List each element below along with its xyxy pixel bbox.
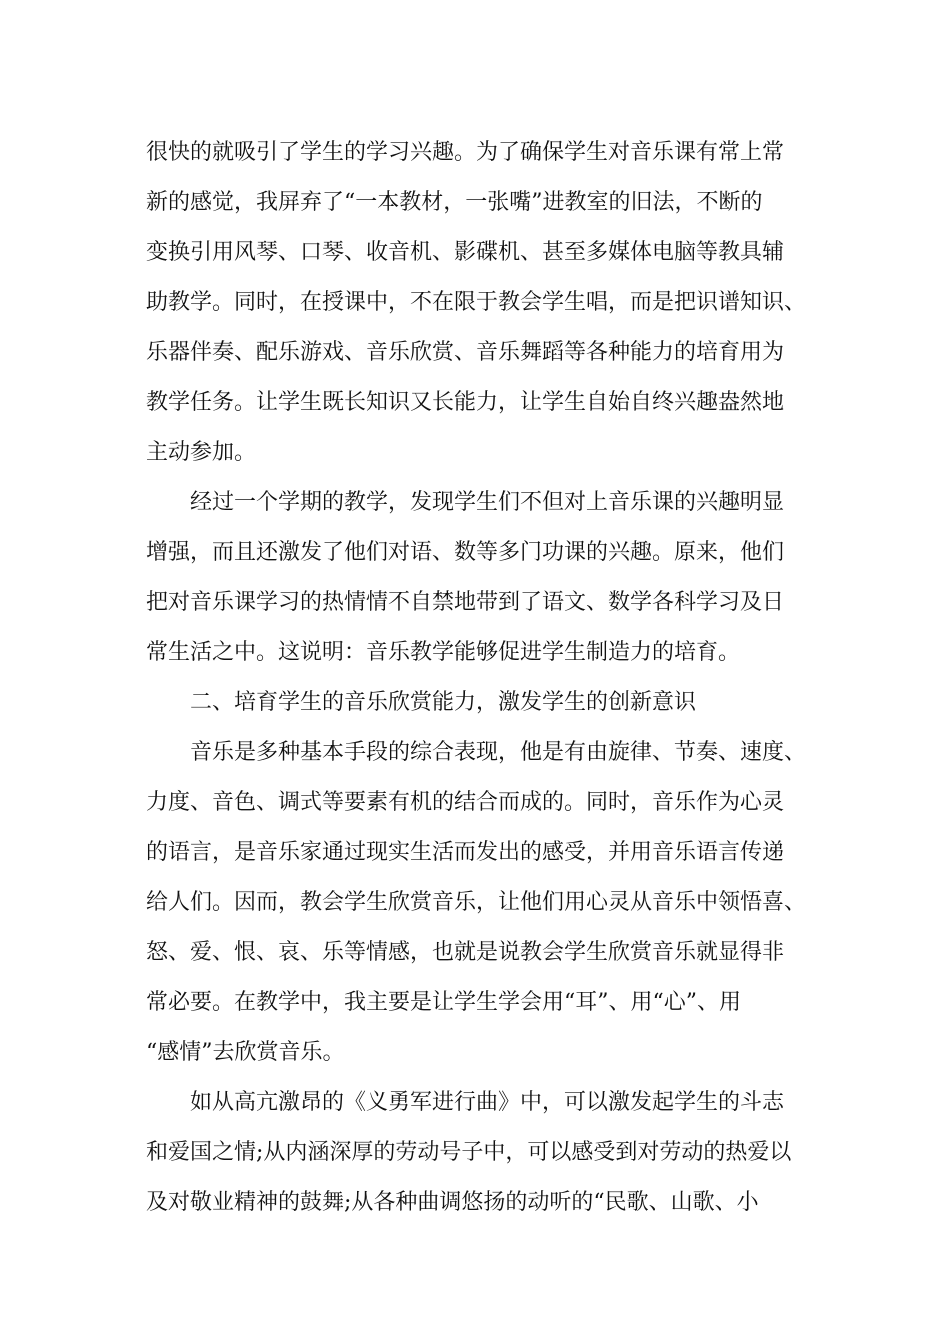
text-line: 常必要。在教学中，我主要是让学生学会用“耳”、用“心”、用 — [146, 990, 741, 1015]
paragraph-start-line: 音乐是多种基本手段的综合表现，他是有由旋律、节奏、速度、 — [190, 740, 807, 765]
paragraph-start-line: 如从高亢激昂的《义勇军进行曲》中，可以激发起学生的斗志 — [190, 1090, 785, 1115]
text-line: 力度、音色、调式等要素有机的结合而成的。同时，音乐作为心灵 — [146, 790, 785, 815]
text-line: 常生活之中。这说明：音乐教学能够促进学生制造力的培育。 — [146, 640, 741, 665]
text-line: 和爱国之情;从内涵深厚的劳动号子中，可以感受到对劳动的热爱以 — [146, 1140, 792, 1165]
text-line: 的语言，是音乐家通过现实生活而发出的感受，并用音乐语言传递 — [146, 840, 785, 865]
text-line: 乐器伴奏、配乐游戏、音乐欣赏、音乐舞蹈等各种能力的培育用为 — [146, 340, 785, 365]
body-text — [146, 128, 826, 1228]
text-line: 增强，而且还激发了他们对语、数等多门功课的兴趣。原来，他们 — [146, 540, 785, 565]
text-line: 变换引用风琴、口琴、收音机、影碟机、甚至多媒体电脑等教具辅 — [146, 240, 785, 265]
text-line: 怒、爱、恨、哀、乐等情感，也就是说教会学生欣赏音乐就显得非 — [146, 940, 785, 965]
text-line: 主动参加。 — [146, 440, 257, 465]
text-line: 及对敬业精神的鼓舞;从各种曲调悠扬的动听的“民歌、山歌、小 — [146, 1190, 759, 1215]
text-line: 给人们。因而，教会学生欣赏音乐，让他们用心灵从音乐中领悟喜、 — [146, 890, 807, 915]
text-line: 新的感觉，我屏弃了“一本教材，一张嘴”进教室的旧法，不断的 — [146, 190, 763, 215]
text-line: 教学任务。让学生既长知识又长能力，让学生自始自终兴趣盎然地 — [146, 390, 785, 415]
text-line: 助教学。同时，在授课中，不在限于教会学生唱，而是把识谱知识、 — [146, 290, 807, 315]
paragraph-start-line: 经过一个学期的教学，发现学生们不但对上音乐课的兴趣明显 — [190, 490, 785, 515]
text-line: 把对音乐课学习的热情情不自禁地带到了语文、数学各科学习及日 — [146, 590, 785, 615]
text-line: 很快的就吸引了学生的学习兴趣。为了确保学生对音乐课有常上常 — [146, 140, 785, 165]
text-line: “感情”去欣赏音乐。 — [146, 1040, 345, 1065]
section-heading: 二、培育学生的音乐欣赏能力，激发学生的创新意识 — [190, 690, 697, 715]
